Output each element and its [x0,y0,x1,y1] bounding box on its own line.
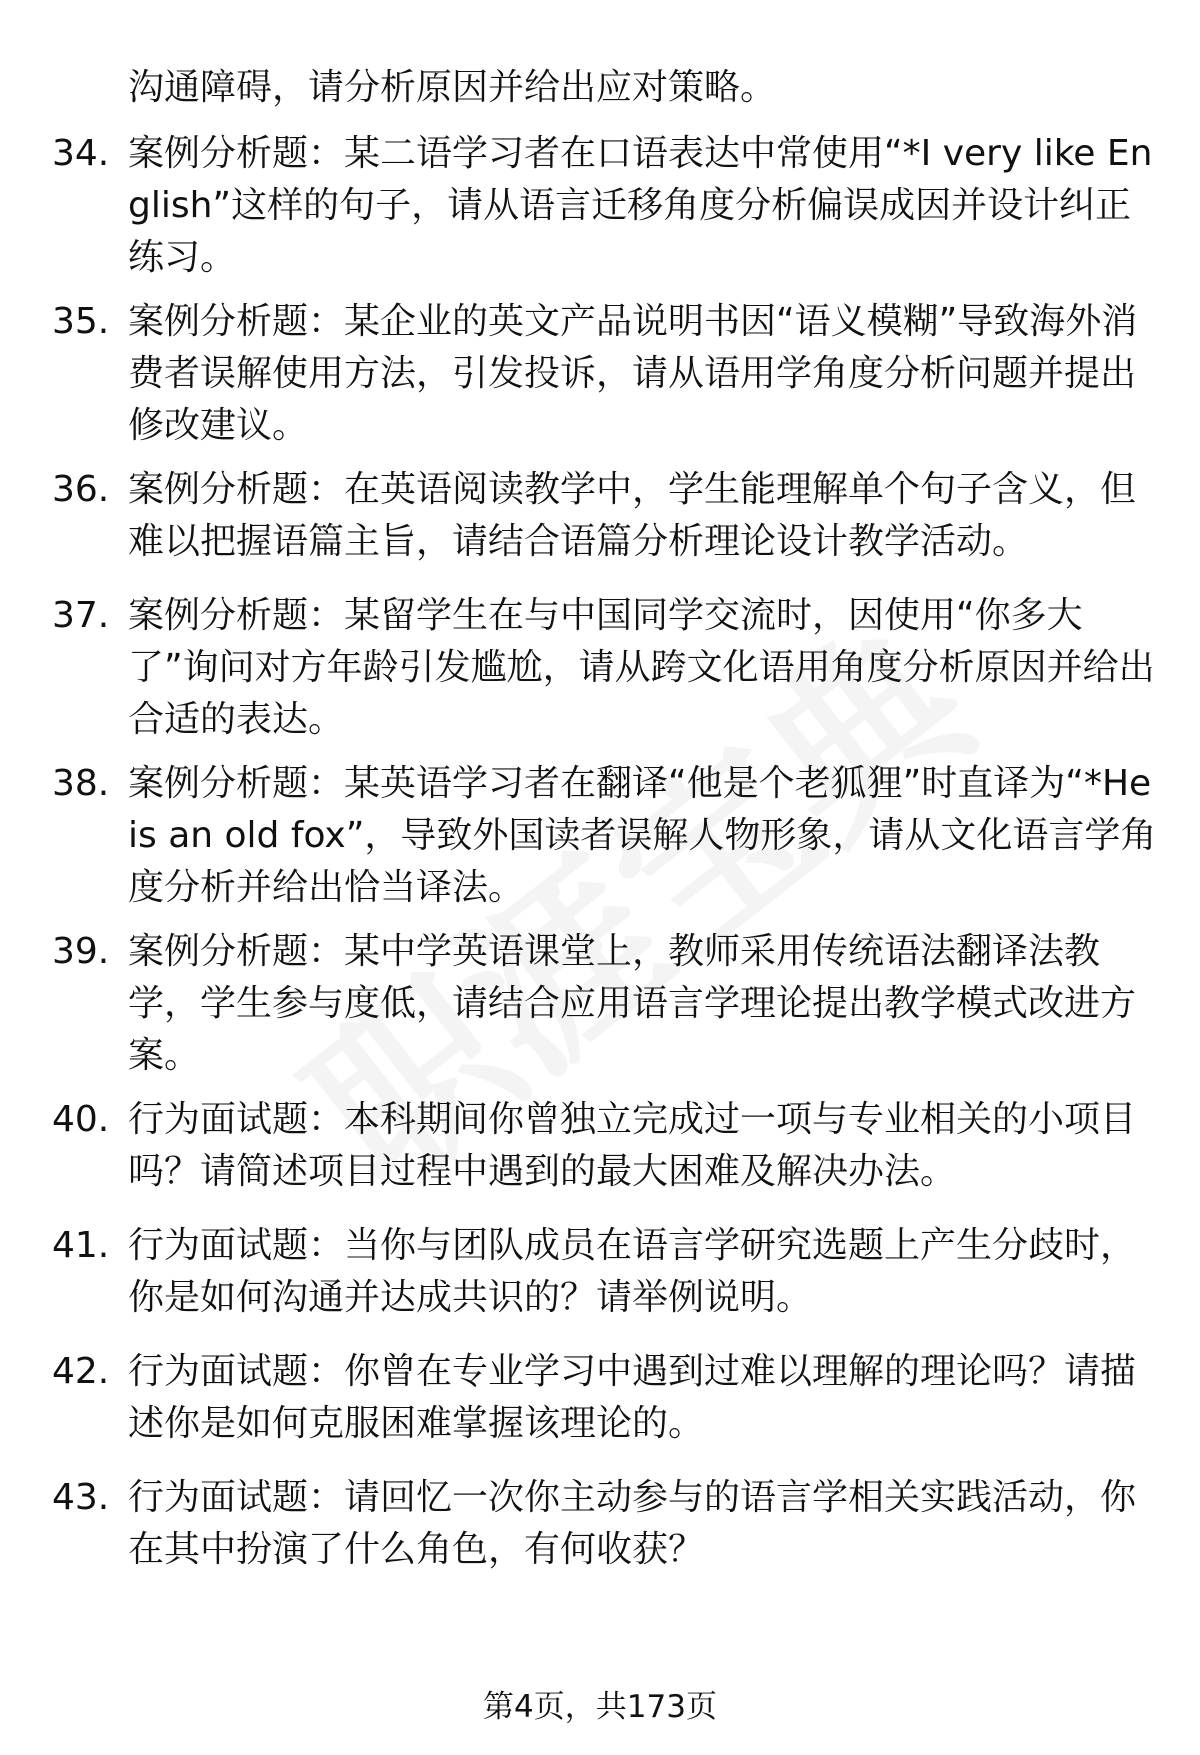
question-number: 42. [52,1351,110,1392]
question-text: 案例分析题：某中学英语课堂上，教师采用传统语法翻译法教学，学生参与度低，请结合应用语言学理论提出教学模式改进方案。 [128,931,1137,1076]
question-text: 行为面试题：请回忆一次你主动参与的语言学相关实践活动，你在其中扮演了什么角色，有何收获？ [128,1477,1137,1570]
question-text: 行为面试题：本科期间你曾独立完成过一项与专业相关的小项目吗？请简述项目过程中遇到的最大困难及解决办法。 [128,1099,1137,1192]
question-number: 41. [52,1225,110,1266]
question-text: 案例分析题：在英语阅读教学中，学生能理解单个句子含义，但难以把握语篇主旨，请结合语篇分析理论设计教学活动。 [128,469,1137,562]
page-footer: 第4页，共173页 [483,1689,717,1725]
question-number: 40. [52,1099,110,1140]
question-number: 39. [52,931,110,972]
continuation-line: 沟通障碍，请分析原因并给出应对策略。 [128,67,777,108]
question-number: 37. [52,595,110,636]
question-number: 43. [52,1477,110,1518]
question-text: 案例分析题：某留学生在与中国同学交流时，因使用“你多大了”询问对方年龄引发尴尬，请从跨文化语用角度分析原因并给出合适的表达。 [128,595,1155,740]
question-text: 案例分析题：某企业的英文产品说明书因“语义模糊”导致海外消费者误解使用方法，引发投诉，请从语用学角度分析问题并提出修改建议。 [128,301,1138,446]
question-number: 35. [52,301,110,342]
question-text: 案例分析题：某英语学习者在翻译“他是个老狐狸”时直译为“*He is an old fox”，导致外国读者误解人物形象，请从文化语言学角度分析并给出恰当译法。 [128,763,1157,908]
question-number: 38. [52,763,110,804]
question-text: 行为面试题：当你与团队成员在语言学研究选题上产生分歧时，你是如何沟通并达成共识的？请举例说明。 [128,1225,1137,1318]
question-text: 行为面试题：你曾在专业学习中遇到过难以理解的理论吗？请描述你是如何克服困难掌握该理论的。 [128,1351,1137,1444]
question-text: 案例分析题：某二语学习者在口语表达中常使用“*I very like English”这样的句子，请从语言迁移角度分析偏误成因并设计纠正练习。 [128,133,1153,278]
question-number: 34. [52,133,110,174]
question-number: 36. [52,469,110,510]
